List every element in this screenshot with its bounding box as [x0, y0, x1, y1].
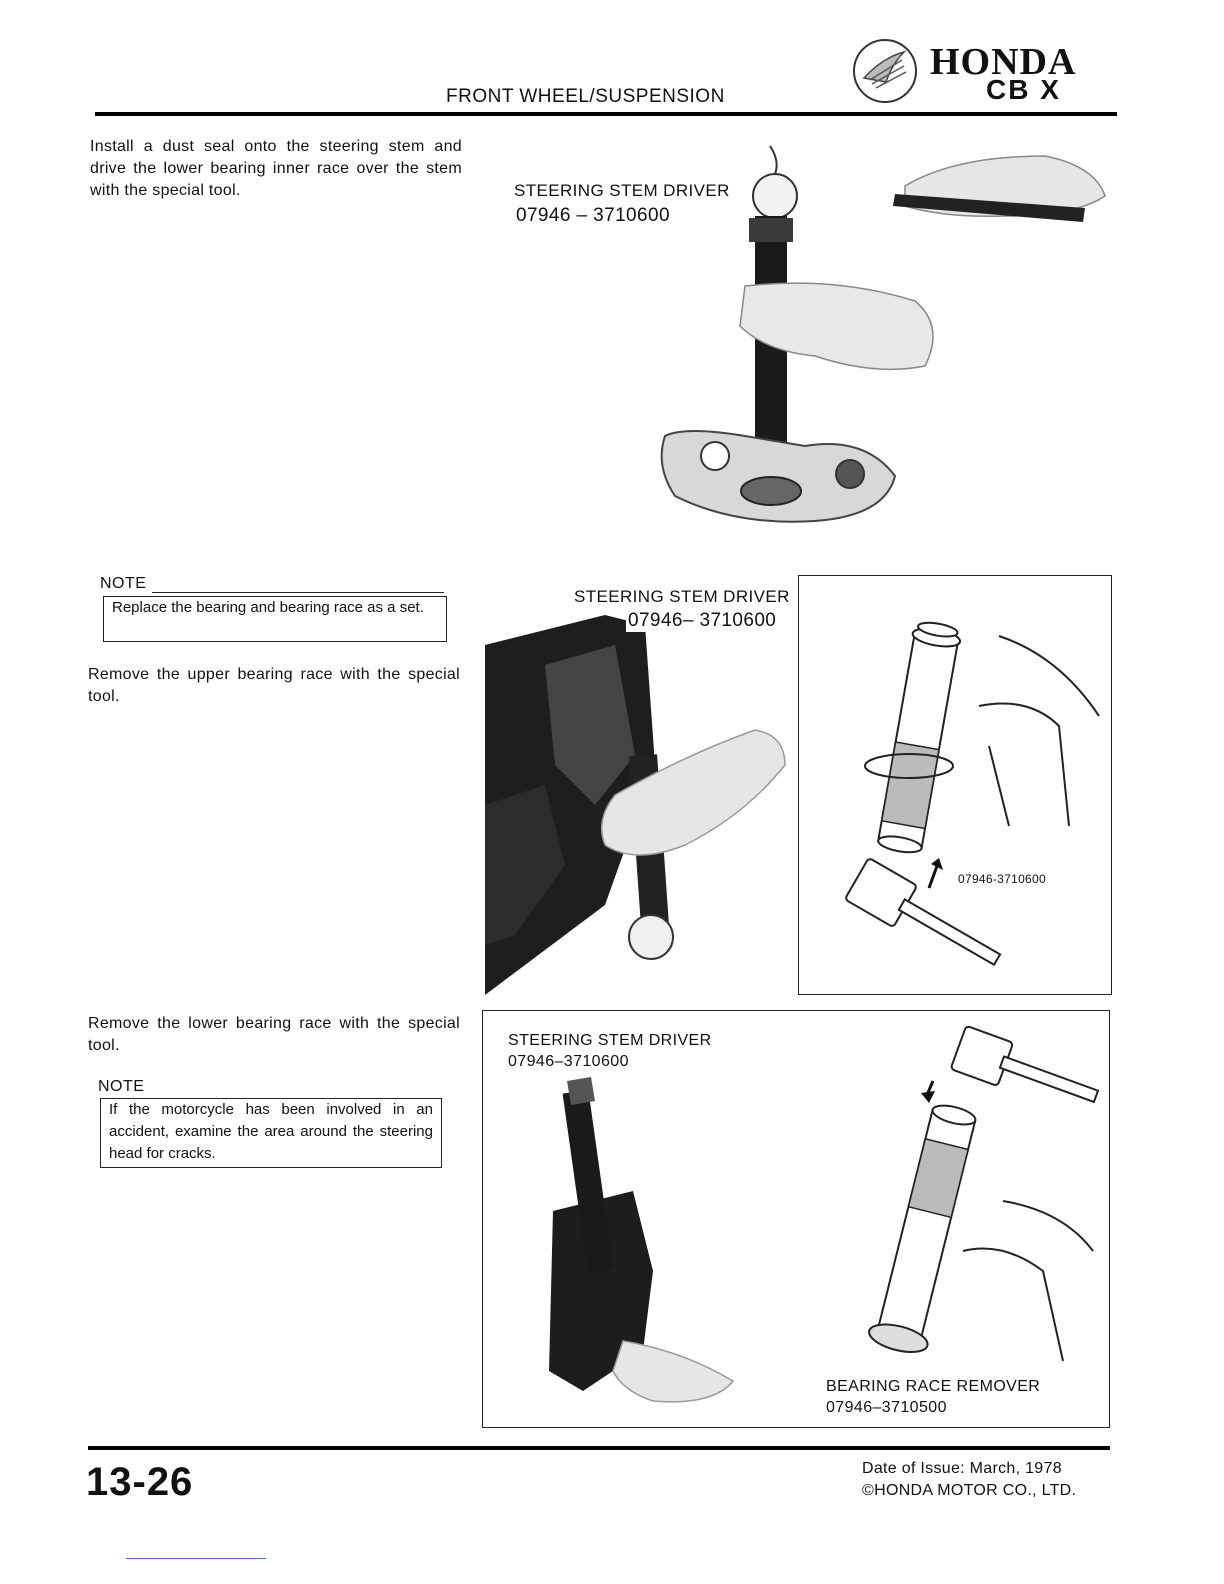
step2-note-heading: NOTE [100, 575, 147, 592]
scan-artifact-line [126, 1558, 266, 1559]
step3-note-text: If the motorcycle has been involved in an accident, examine the area around the steering head for cracks. [109, 1101, 433, 1162]
step3-text: Remove the lower bearing race with the special tool. [88, 1015, 460, 1054]
step2-diagram-label: 07946-3710600 [958, 872, 1046, 886]
note-heading-rule [152, 592, 444, 593]
model-name: CB X [986, 74, 1061, 105]
footer-info [862, 1458, 1076, 1502]
step3-note-box [100, 1098, 442, 1168]
step2-note-text: Replace the bearing and bearing race as a set. [112, 599, 424, 616]
step3-tool-number: 07946–3710600 [508, 1053, 629, 1070]
step1-text: Install a dust seal onto the steering stem and drive the lower bearing inner race over the stem with the special tool. [90, 138, 462, 199]
step1-tool-number: 07946 – 3710600 [516, 205, 670, 226]
copyright: ©HONDA MOTOR CO., LTD. [862, 1482, 1077, 1499]
step1-tool-name: STEERING STEM DRIVER [514, 181, 730, 200]
page-number: 13-26 [86, 1460, 194, 1504]
step3-remover-number: 07946–3710500 [826, 1399, 947, 1416]
header-rule [95, 112, 1117, 116]
step2-tool-name: STEERING STEM DRIVER [574, 587, 790, 606]
step3-note-heading: NOTE [98, 1078, 145, 1095]
step3-remover-name: BEARING RACE REMOVER [826, 1378, 1041, 1395]
section-title: FRONT WHEEL/SUSPENSION [446, 86, 725, 107]
step2-tool-number: 07946– 3710600 [628, 610, 777, 631]
step2-note-box [103, 596, 447, 642]
brand-name: HONDA [930, 41, 1077, 83]
footer-rule [88, 1446, 1110, 1450]
step2-photo [485, 605, 797, 995]
step3-tool-name: STEERING STEM DRIVER [508, 1032, 712, 1049]
step2-text: Remove the upper bearing race with the special tool. [88, 666, 460, 705]
issue-date: Date of Issue: March, 1978 [862, 1460, 1062, 1477]
honda-wing-logo-icon [852, 38, 918, 104]
step2-diagram-frame [798, 575, 1112, 995]
